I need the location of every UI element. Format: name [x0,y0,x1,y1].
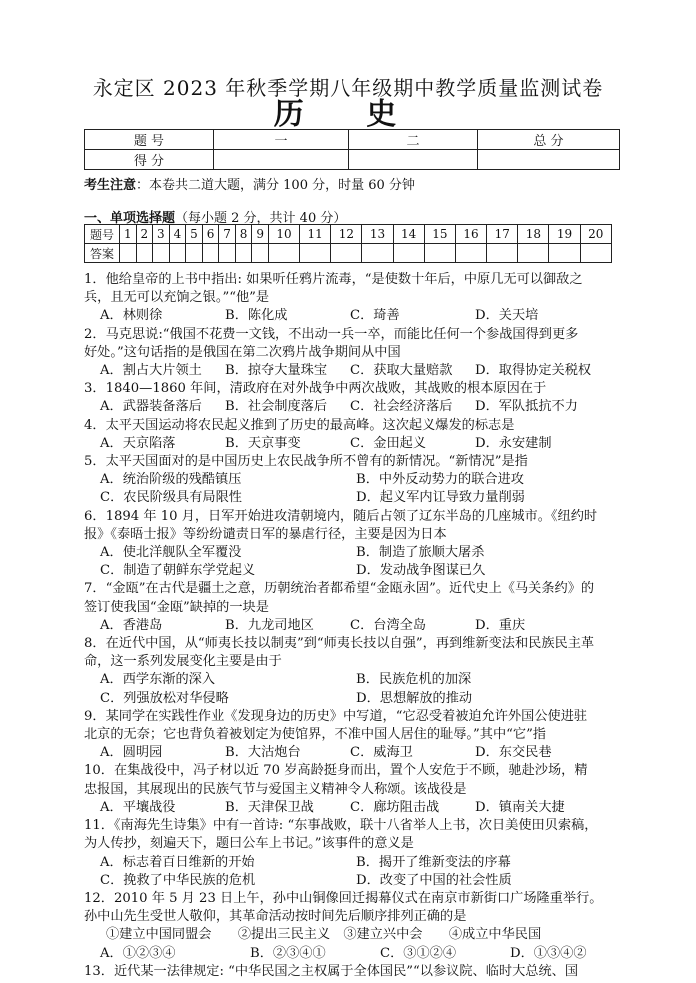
answer-number-cell: 20 [580,225,611,244]
answer-input-cell[interactable] [252,244,269,263]
option-group [84,744,624,762]
option-group [84,398,624,416]
option-group [84,307,624,325]
answer-input-cell[interactable] [136,244,153,263]
question-stem-continued: 孙中山先生受世人敬仰，其革命活动按时间先后顺序排列正确的是 [84,909,467,925]
question-stem: 5．太平天国面对的是中国历史上农民战争所不曾有的新情况。“新情况”是指 [84,454,528,470]
option-choice[interactable]: B．九龙司地区 [225,617,314,633]
option-choice[interactable]: B．社会制度落后 [225,399,328,415]
option-choice[interactable]: A．使北洋舰队全军覆没 [100,545,242,561]
answer-input-cell[interactable] [393,244,424,263]
option-group [84,854,624,890]
answer-number-cell: 18 [518,225,549,244]
option-choice[interactable]: C．威海卫 [350,745,413,761]
answer-input-cell[interactable] [169,244,186,263]
option-choice[interactable]: C．琦善 [350,308,400,324]
option-group [84,799,624,817]
answer-number-cell: 17 [487,225,518,244]
question-item [84,271,624,326]
option-choice[interactable]: A．圆明园 [100,745,163,761]
answer-input-cell[interactable] [120,244,137,263]
option-choice[interactable]: A．统治阶级的残酷镇压 [100,472,242,488]
question-stem: 11．《南海先生诗集》中有一首诗: “东事战败，联十八省举人上书，次日美使田贝索稿， [84,818,598,834]
question-stem: 9．某同学在实践性作业《发现身边的历史》中写道，“它忍受着被迫允许外国公使进驻 [84,708,588,724]
option-choice[interactable]: A．香港岛 [100,617,163,633]
question-stem: 4．太平天国运动将农民起义推到了历史的最高峰。这次起义爆发的标志是 [84,417,515,433]
option-choice[interactable]: C．台湾全岛 [350,617,427,633]
answer-number-cell: 10 [268,225,299,244]
option-choice[interactable]: D．起义军内讧导致力量削弱 [356,490,525,506]
score-row-label: 得 分 [85,150,214,170]
question-stem: 2．马克思说:“俄国不花费一文钱，不出动一兵一卒，而能比任何一个参战国得到更多 [84,326,579,342]
question-item [84,635,624,708]
answer-number-cell: 4 [169,225,186,244]
answer-row-label-answer: 答案 [85,244,120,263]
answer-number-cell: 3 [153,225,170,244]
option-choice[interactable]: D．镇南关大捷 [475,799,565,815]
option-choice[interactable]: A．标志着百日维新的开始 [100,854,255,870]
question-item [84,580,624,635]
answer-number-cell: 7 [219,225,236,244]
question-item [84,326,624,381]
option-choice[interactable]: A．割占大片领土 [100,363,202,379]
answer-number-cell: 11 [300,225,331,244]
option-choice[interactable]: C．获取大量赔款 [350,363,453,379]
option-choice[interactable]: D．重庆 [475,617,526,633]
question-stem: 8．在近代中国，从“师夷长技以制夷”到“师夷长技以自强”，再到维新变法和民族民主革 [84,636,595,652]
score-header-label: 题 号 [85,130,214,150]
option-choice[interactable]: B．制造了旅顺大屠杀 [356,545,485,561]
score-cell-part2[interactable] [349,150,478,170]
answer-input-cell[interactable] [455,244,486,263]
answer-number-cell: 8 [235,225,252,244]
answer-input-cell[interactable] [202,244,219,263]
question-stem: 6．1894 年 10 月，日军开始进攻清朝境内，随后占领了辽东半岛的几座城市。《纽约时 [84,508,598,524]
question-item [84,817,624,890]
question-stem-continued: 为人传抄，刻遍天下，题曰公车上书记。”该事件的意义是 [84,836,414,852]
answer-number-cell: 16 [455,225,486,244]
answer-number-cell: 15 [424,225,455,244]
exam-notice [84,174,415,193]
answer-number-cell: 12 [331,225,362,244]
score-header-part2: 二 [349,130,478,150]
option-choice[interactable]: A．天京陷落 [100,435,176,451]
answer-input-cell[interactable] [518,244,549,263]
option-choice[interactable]: B．中外反动势力的联合进攻 [356,472,524,488]
question-list [84,271,624,981]
answer-number-cell: 1 [120,225,137,244]
answer-input-cell[interactable] [300,244,331,263]
answer-number-cell: 2 [136,225,153,244]
option-choice[interactable]: C．社会经济落后 [350,399,453,415]
option-choice[interactable]: B．大沽炮台 [225,745,301,761]
question-stem-continued: 签订使我国“金瓯”缺掉的一块是 [84,599,269,615]
option-choice[interactable]: B．陈化成 [225,308,288,324]
option-choice[interactable]: C．廊坊阻击战 [350,799,440,815]
answer-input-cell[interactable] [268,244,299,263]
answer-number-cell: 14 [393,225,424,244]
score-header-part1: 一 [214,130,349,150]
answer-number-cell: 13 [362,225,393,244]
question-item [84,380,624,416]
option-choice[interactable]: D．取得协定关税权 [475,363,592,379]
option-choice[interactable]: B．②③④① [250,945,326,961]
question-stem: 7．“金瓯”在古代是疆土之意，历朝统治者都希望“金瓯永固”。近代史上《马关条约》的 [84,581,595,597]
score-cell-total[interactable] [478,150,620,170]
option-choice[interactable]: A．武器装备落后 [100,399,202,415]
option-choice[interactable]: D．发动战争图谋已久 [356,563,486,579]
option-choice[interactable]: A．①②③④ [100,945,176,961]
question-stem-continued: 北京的无奈；它也背负着被划定为使馆界，不准中国人居住的耻辱。”其中“它”指 [84,727,546,743]
option-choice[interactable]: C．制造了朝鲜东学党起义 [100,563,256,579]
answer-input-cell[interactable] [219,244,236,263]
answer-input-cell[interactable] [549,244,580,263]
option-choice[interactable]: D．永安建制 [475,435,552,451]
answer-input-cell[interactable] [186,244,203,263]
option-group [84,945,624,963]
question-items: ①建立中国同盟会 ②提出三民主义 ③建立兴中会 ④成立中华民国 [106,927,542,943]
option-group [84,362,624,380]
option-choice[interactable]: C．列强放松对华侵略 [100,690,229,706]
option-group [84,435,624,453]
question-item [84,508,624,581]
answer-number-cell: 19 [549,225,580,244]
option-choice[interactable]: A．林则徐 [100,308,163,324]
option-choice[interactable]: C．农民阶级具有局限性 [100,490,242,506]
question-item [84,890,624,963]
question-stem: 13．近代某一法律规定: “中华民国之主权属于全体国民”“以参议院、临时大总统、国 [84,963,579,979]
question-stem: 12．2010 年 5 月 23 日上午，孙中山铜像回迁揭幕仪式在南京市新街口广场隆重举行。 [84,890,603,906]
score-table [84,129,620,170]
answer-input-cell[interactable] [331,244,362,263]
answer-table [84,224,612,263]
question-stem: 3．1840—1860 年间，清政府在对外战争中两次战败，其战败的根本原因在于 [84,381,547,397]
option-choice[interactable]: B．民族危机的加深 [356,672,472,688]
section-title: 一、单项选择题 [84,211,176,226]
score-cell-part1[interactable] [214,150,349,170]
answer-number-cell: 5 [186,225,203,244]
answer-number-cell: 6 [202,225,219,244]
option-choice[interactable]: C．挽救了中华民族的危机 [100,872,256,888]
option-group [84,544,624,580]
answer-number-cell: 9 [252,225,269,244]
question-item [84,762,624,817]
answer-input-cell[interactable] [487,244,518,263]
question-item [84,417,624,453]
notice-label: 考生注意 [84,178,137,193]
option-choice[interactable]: C．金田起义 [350,435,427,451]
option-choice[interactable]: D．东交民巷 [475,745,552,761]
option-choice[interactable]: D．①③④② [510,945,587,961]
question-stem-continued: 兵，且无可以充饷之银。”“他”是 [84,290,270,306]
answer-input-cell[interactable] [580,244,611,263]
answer-input-cell[interactable] [362,244,393,263]
answer-input-cell[interactable] [153,244,170,263]
question-stem: 1．他给皇帝的上书中指出: 如果听任鸦片流毒，“是使数十年后，中原几无可以御敌之 [84,272,583,287]
exam-subject: 历 史 [273,97,423,132]
question-stem-continued: 报》《泰晤士报》等纷纷谴责日军的暴虐行径，主要是因为日本 [84,526,447,542]
score-header-total: 总 分 [478,130,620,150]
option-choice[interactable]: B．天津保卫战 [225,799,314,815]
option-choice[interactable]: D．改变了中国的社会性质 [356,872,512,888]
option-choice[interactable]: D．关天培 [475,308,539,324]
section-note: （每小题 2 分，共计 40 分） [175,211,347,226]
option-group [84,671,624,707]
answer-input-cell[interactable] [424,244,455,263]
option-choice[interactable]: C．③①②④ [380,945,457,961]
answer-row-label-number: 题号 [85,225,120,244]
option-choice[interactable]: B．揭开了维新变法的序幕 [356,854,511,870]
answer-input-cell[interactable] [235,244,252,263]
question-stem-continued: 忠报国，其展现出的民族气节与爱国主义精神令人称颂。该战役是 [84,781,467,797]
question-item [84,453,624,508]
option-group [84,617,624,635]
question-item [84,963,624,981]
question-item [84,708,624,763]
question-stem-continued: 好处。”这句话指的是俄国在第二次鸦片战争期间从中国 [84,344,401,360]
option-choice[interactable]: A．平壤战役 [100,799,176,815]
option-choice[interactable]: D．思想解放的推动 [356,690,473,706]
exam-title: 永定区 2023 年秋季学期八年级期中教学质量监测试卷 [92,76,604,100]
option-choice[interactable]: A．西学东渐的深入 [100,672,216,688]
notice-text: ：本卷共二道大题，满分 100 分，时量 60 分钟 [136,178,415,193]
option-choice[interactable]: B．掠夺大量珠宝 [225,363,328,379]
option-choice[interactable]: B．天京事变 [225,435,301,451]
question-stem-continued: 命，这一系列发展变化主要是由于 [84,654,282,670]
option-choice[interactable]: D．军队抵抗不力 [475,399,578,415]
option-group [84,471,624,507]
question-stem: 10．在集战役中，冯子材以近 70 岁高龄挺身而出，置个人安危于不顾，驰赴沙场，精 [84,763,588,779]
